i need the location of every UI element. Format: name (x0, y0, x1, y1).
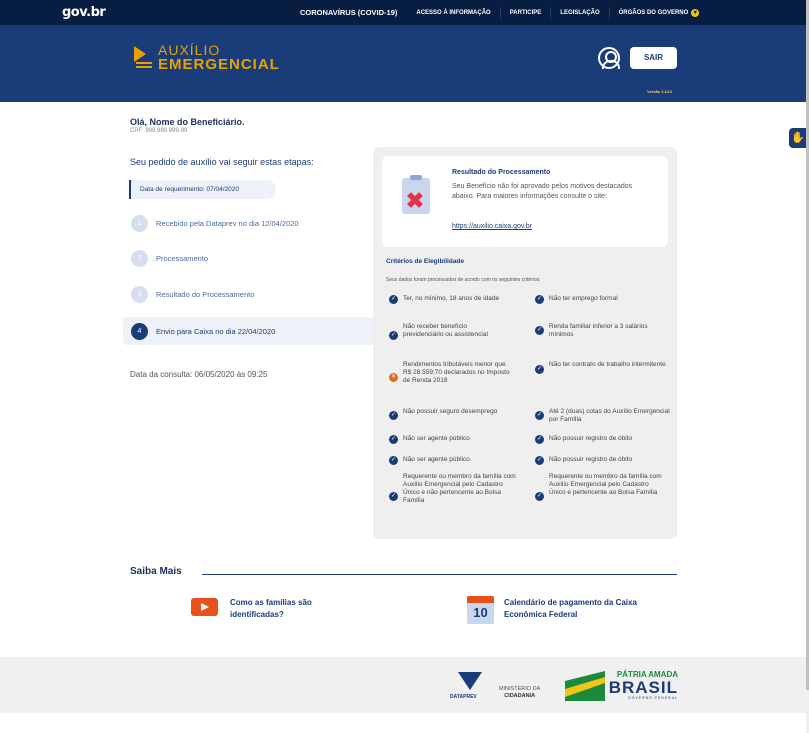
ministerio-logo (499, 686, 540, 700)
steps-title: Seu pedido de auxílio vai seguir estas etapas: (130, 157, 314, 167)
calendar-day: 10 (473, 605, 488, 620)
check-icon: ✓ (390, 296, 397, 302)
brand-mark-icon (132, 42, 154, 72)
families-identified-link[interactable]: Como as famílias são identificadas? (230, 598, 312, 619)
criterion-text: Não possuir registro de óbito (549, 435, 633, 442)
criterion-item (389, 408, 504, 420)
calendar-icon[interactable] (467, 596, 494, 624)
version-label: Versão 1.14.0 (647, 89, 673, 94)
criterion-text: Renda familiar inferior a 3 salários mínimos (549, 323, 648, 338)
ministerio-line-2: CIDADANIA (504, 693, 536, 699)
step-item-active (123, 317, 373, 345)
govbar-link-orgaos-label: ÓRGÃOS DO GOVERNO (618, 9, 689, 16)
cpf-label: CPF: 999.999.999-99 (130, 128, 188, 134)
dataprev-logo (450, 672, 490, 702)
ministerio-line-1: MINISTÉRIO DA (499, 686, 541, 692)
criterion-item (535, 408, 670, 424)
caixa-site-link[interactable]: https://auxilio.caixa.gov.br (452, 223, 533, 230)
govbar-link-participe[interactable]: PARTICIPE (501, 7, 552, 19)
payment-calendar-link[interactable]: Calendário de pagamento da Caixa Econômica Federal (504, 598, 637, 619)
patria-line-3: GOVERNO FEDERAL (627, 696, 678, 700)
criterion-text: Requerente ou membro da família com Auxílio Emergencial pelo Cadastro Único e não pertencente ao Bolsa Família (403, 473, 516, 504)
step-item (123, 209, 373, 237)
criterion-item (389, 295, 519, 304)
user-icon[interactable] (598, 47, 620, 69)
check-icon: ✓ (536, 436, 543, 442)
result-text: Seu Benefício não foi aprovado pelos motivos destacados abaixo. Para maiores informações consulte o site: (452, 183, 633, 200)
criterion-item (535, 435, 675, 444)
consultation-date: Data da consulta: 06/05/2020 às 09:25 (130, 370, 268, 379)
dataprev-mark-icon (458, 672, 482, 690)
request-date: Data de requerimento: 07/04/2020 (129, 180, 276, 199)
check-icon: ✓ (536, 296, 543, 302)
check-icon: ✓ (390, 493, 397, 499)
step-label: Envio para Caixa no dia 22/04/2020 (156, 326, 276, 336)
criterion-text: Não possuir registro de óbito (549, 456, 633, 463)
govbar-links (300, 0, 708, 25)
check-icon: ✓ (536, 327, 543, 333)
divider (202, 574, 677, 575)
rejected-x-icon: ✖ (405, 188, 425, 213)
check-icon: ✓ (536, 412, 543, 418)
criterion-item (535, 323, 660, 339)
criterion-item (389, 361, 514, 385)
criterion-text: Não ser agente público (403, 435, 470, 442)
check-icon: ✓ (390, 332, 397, 338)
criterion-item (389, 473, 519, 505)
criterion-text: Não receber benefício previdenciário ou assistencial (403, 323, 488, 338)
check-icon: ✓ (536, 366, 543, 372)
result-card (382, 156, 668, 247)
accessibility-hand-icon[interactable]: ✋ (789, 128, 807, 148)
auxilio-logo[interactable] (132, 42, 280, 72)
check-icon: ✓ (536, 457, 543, 463)
criterion-item (389, 456, 519, 465)
criterion-item (535, 456, 675, 465)
govbr-logo[interactable]: gov.br (62, 5, 106, 20)
step-number: 1 (131, 215, 148, 232)
step-number: 2 (131, 250, 148, 267)
video-play-icon[interactable] (191, 598, 218, 616)
app-header (0, 25, 806, 102)
brand-line-1: AUXÍLIO (158, 41, 221, 58)
criterion-text: Não ter emprego formal (549, 295, 618, 302)
criterion-item (535, 295, 670, 304)
patria-line-2: BRASIL (608, 678, 678, 697)
govbar-link-acesso[interactable]: ACESSO À INFORMAÇÃO (407, 7, 500, 19)
patria-line-1: PÁTRIA AMADA (616, 670, 678, 679)
criterion-item (535, 361, 670, 374)
saiba-mais-title: Saiba Mais (130, 566, 182, 577)
step-item (123, 280, 373, 308)
criterion-item (389, 435, 519, 444)
criterion-item (389, 323, 504, 340)
criterion-text: Até 2 (duas) cotas do Auxílio Emergencial por Família (549, 408, 670, 423)
step-label: Recebido pela Dataprev no dia 12/04/2020 (156, 218, 299, 228)
step-label: Resultado do Processamento (156, 289, 255, 299)
footer (0, 657, 806, 713)
chevron-down-icon: ▾ (691, 9, 699, 17)
govbar-link-covid[interactable]: CORONAVÍRUS (COVID-19) (300, 7, 398, 17)
brasil-flag-icon (565, 671, 605, 701)
govbr-top-bar (0, 0, 806, 25)
result-title: Resultado do Processamento (452, 169, 551, 176)
logout-button[interactable]: SAIR (630, 47, 677, 69)
patria-amada-logo (608, 670, 678, 700)
check-icon: ✓ (390, 457, 397, 463)
criterion-item (535, 473, 665, 501)
brand-line-2: EMERGENCIAL (158, 55, 280, 73)
step-item (123, 244, 373, 272)
govbar-link-legislacao[interactable]: LEGISLAÇÃO (551, 7, 609, 19)
criterion-text: Não possuir seguro desemprego (403, 408, 498, 415)
criterion-text: Não ter contrato de trabalho intermitente (549, 361, 666, 368)
check-icon: ✓ (390, 436, 397, 442)
criterion-text: Ter, no mínimo, 18 anos de idade (403, 295, 500, 302)
error-x-icon: ✕ (390, 374, 397, 380)
criteria-title: Critérios de Elegibilidade (386, 258, 465, 265)
dataprev-text: DATAPREV (450, 694, 477, 700)
step-number: 3 (131, 286, 148, 303)
check-icon: ✓ (536, 493, 543, 499)
criterion-text: Requerente ou membro da família com Auxílio Emergencial pelo Cadastro Único e pertencente ao Bolsa Família (549, 473, 662, 496)
govbar-link-orgaos[interactable] (610, 7, 709, 19)
criteria-subtitle: Seus dados foram processados de acordo com os seguintes critérios: (386, 277, 541, 283)
step-label: Processamento (156, 253, 209, 263)
criterion-text: Não ser agente público (403, 456, 470, 463)
greeting: Olá, Nome do Beneficiário. (130, 117, 245, 127)
check-icon: ✓ (390, 412, 397, 418)
step-number: 4 (131, 323, 148, 340)
brand-text (158, 43, 280, 72)
criterion-text: Rendimentos tributáveis menor que R$ 28.559,70 declarados no Imposto de Renda 2018 (403, 361, 510, 384)
